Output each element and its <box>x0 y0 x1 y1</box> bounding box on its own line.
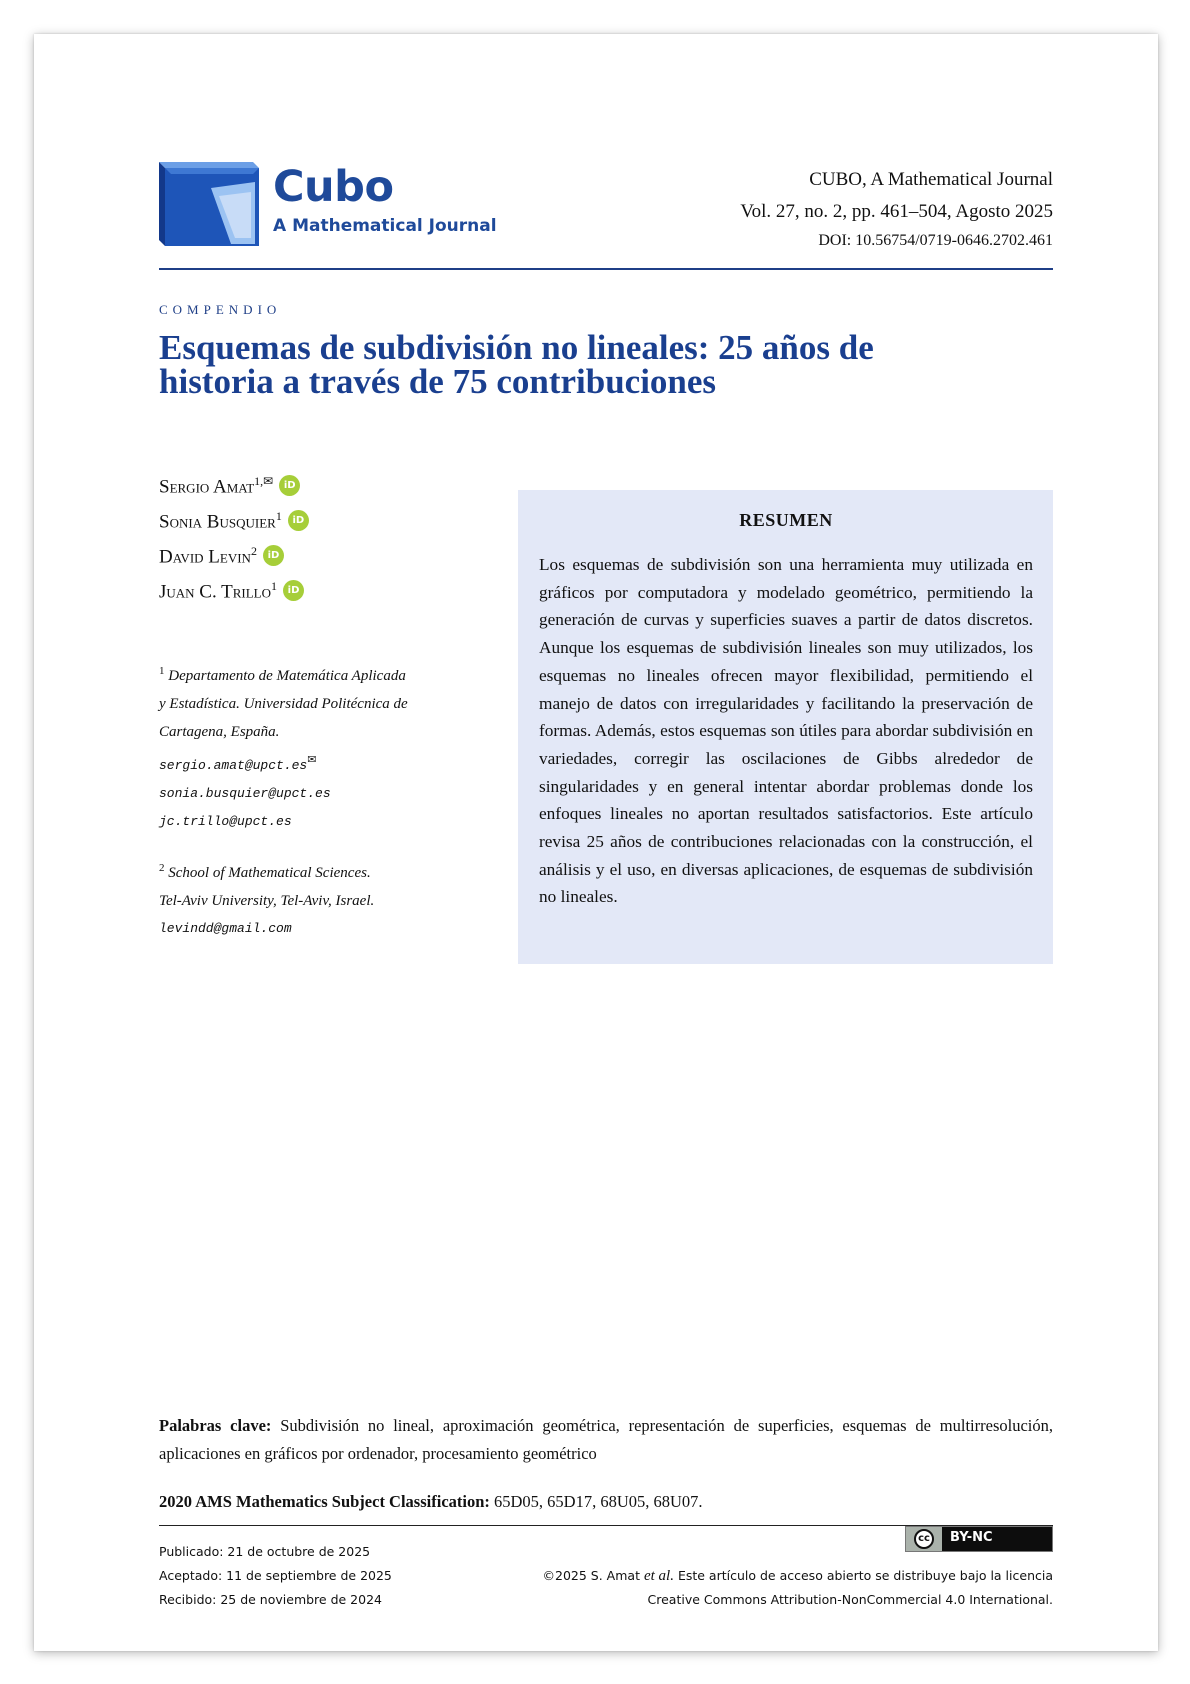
journal-name: CUBO, A Mathematical Journal <box>809 169 1053 190</box>
affiliation-2 <box>159 854 489 943</box>
logo-subtitle: A Mathematical Journal <box>273 216 497 236</box>
cc-badge-text: BY-NC <box>950 1530 993 1545</box>
author-affil-mark: 2 <box>250 544 257 558</box>
author-name: Sergio Amat <box>159 476 255 498</box>
date-published: Publicado: 21 de octubre de 2025 <box>159 1544 371 1559</box>
author-affil-mark: 1 <box>275 509 282 523</box>
copyright-text: ©2025 S. Amat <box>542 1568 640 1583</box>
journal-logo <box>159 162 504 252</box>
ams-classification <box>159 1492 703 1512</box>
journal-info <box>740 164 1053 254</box>
publication-dates <box>159 1540 392 1612</box>
affil-line: y Estadística. Universidad Politécnica de <box>159 696 408 712</box>
volume-info: Vol. 27, no. 2, pp. 461–504, Agosto 2025 <box>740 201 1053 222</box>
section-label: COMPENDIO <box>159 302 282 317</box>
email-link[interactable]: jc.trillo@upct.es <box>159 814 292 829</box>
affiliation-1 <box>159 657 489 836</box>
affil-line: Departamento de Matemática Aplicada <box>168 668 406 684</box>
author-affil-mark: 1 <box>271 579 278 593</box>
abstract-heading: RESUMEN <box>739 510 833 530</box>
orcid-icon[interactable]: iD <box>263 545 284 566</box>
author <box>159 569 489 604</box>
abstract-box <box>518 490 1053 964</box>
doi-link[interactable]: DOI: 10.56754/0719-0646.2702.461 <box>818 232 1053 249</box>
orcid-icon[interactable]: iD <box>283 580 304 601</box>
affil-number: 2 <box>159 862 165 874</box>
author-name: David Levin <box>159 546 251 568</box>
affil-line: School of Mathematical Sciences. <box>168 865 371 881</box>
author <box>159 464 489 499</box>
author <box>159 534 489 569</box>
author-name: Sonia Busquier <box>159 511 276 533</box>
author-name: Juan C. Trillo <box>159 581 272 603</box>
author-affil-mark: 1,✉ <box>254 474 274 488</box>
keywords-text: Subdivisión no lineal, aproximación geométrica, representación de superficies, esquemas de multirresolución, aplicaciones en gráficos por ordenador, procesamiento geométrico <box>159 1416 1053 1463</box>
cube-logo-icon <box>159 162 263 254</box>
affil-number: 1 <box>159 665 165 677</box>
copyright-etal: et al. <box>643 1568 674 1584</box>
cc-icon: cc <box>914 1529 934 1549</box>
email-link[interactable]: sergio.amat@upct.es <box>159 758 308 773</box>
keywords-label: Palabras clave: <box>159 1416 272 1435</box>
cc-license-badge[interactable] <box>905 1526 1053 1552</box>
author <box>159 499 489 534</box>
keywords <box>159 1412 1053 1468</box>
email-link[interactable]: sonia.busquier@upct.es <box>159 786 331 801</box>
orcid-icon[interactable]: iD <box>279 475 300 496</box>
logo-title: Cubo <box>273 162 394 212</box>
ams-label: 2020 AMS Mathematics Subject Classification: <box>159 1492 490 1511</box>
title-line-2: historia a través de 75 contribuciones <box>159 362 717 401</box>
date-received: Recibido: 25 de noviembre de 2024 <box>159 1592 382 1607</box>
ams-codes: 65D05, 65D17, 68U05, 68U07. <box>494 1492 703 1511</box>
page-content <box>159 34 1053 1651</box>
paper-page <box>34 34 1158 1651</box>
orcid-icon[interactable]: iD <box>288 510 309 531</box>
affil-line: Tel-Aviv University, Tel-Aviv, Israel. <box>159 893 375 909</box>
license-name: Creative Commons Attribution-NonCommercial 4.0 International. <box>647 1592 1053 1607</box>
title-line-1: Esquemas de subdivisión no lineales: 25 años de <box>159 328 874 367</box>
date-accepted: Aceptado: 11 de septiembre de 2025 <box>159 1568 392 1583</box>
paper-title <box>159 328 1053 401</box>
corresponding-mail-icon: ✉ <box>307 754 317 766</box>
header-divider <box>159 268 1053 270</box>
license-text: Este artículo de acceso abierto se distribuye bajo la licencia <box>677 1568 1053 1583</box>
author-list <box>159 464 489 604</box>
email-link[interactable]: levindd@gmail.com <box>159 921 292 936</box>
license-notice <box>543 1564 1053 1612</box>
abstract-text: Los esquemas de subdivisión son una herramienta muy utilizada en gráficos por computadora y modelado geométrico, permitiendo la generación de curvas y superficies suaves a partir de datos discretos. Aunque los esquemas de subdivisión lineales son muy utilizados, los esquemas no lineales ofrecen mayor flexibilidad, permitiendo el manejo de datos con irregularidades y facilitando la preservación de formas. Además, estos esquemas son útiles para abordar subdivisión en variedades, corregir las oscilaciones de Gibbs alrededor de singularidades y en general intentar abordar problemas donde los enfoques lineales no aportan resultados satisfactorios. Este artículo revisa 25 años de contribuciones relacionadas con la construcción, el análisis y el uso, en diversas aplicaciones, de esquemas de subdivisión no lineales. <box>539 555 1033 907</box>
affil-line: Cartagena, España. <box>159 724 280 740</box>
